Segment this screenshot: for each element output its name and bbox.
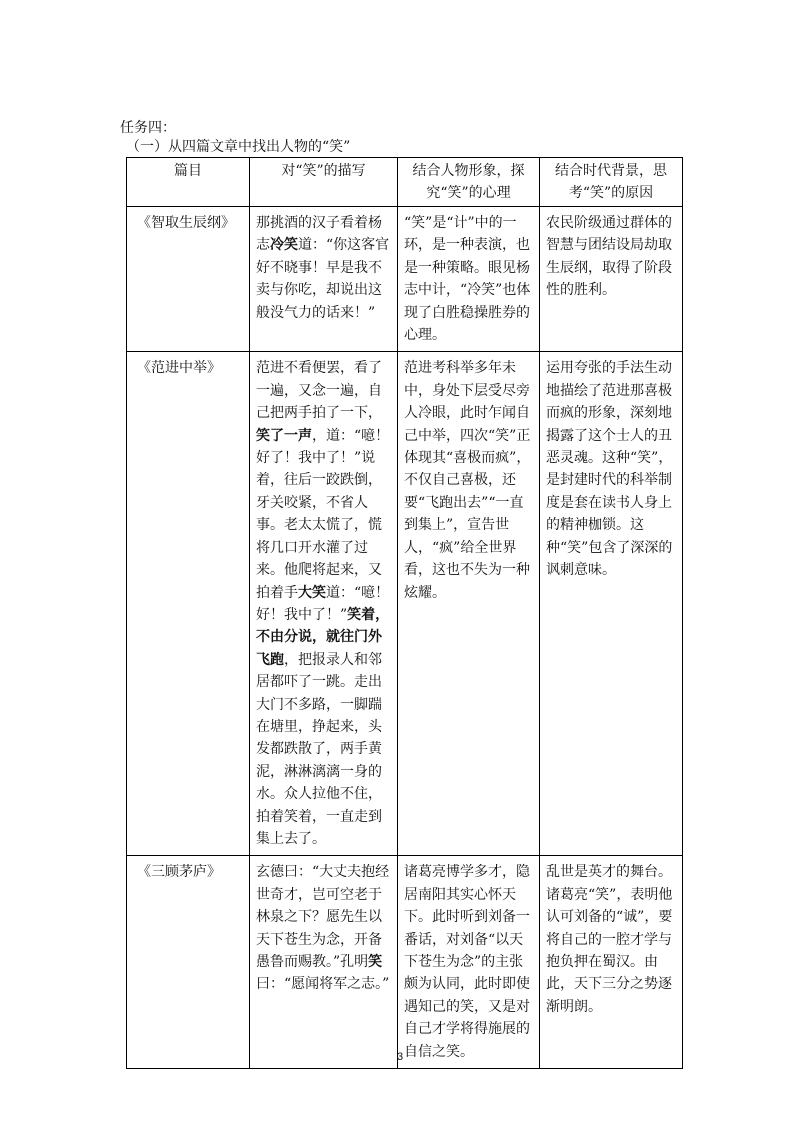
row-description: 那挑酒的汉子看着杨志冷笑道：“你这客官好不晓事！早是我不卖与你吃，却说出这般没气力的话来！” — [250, 207, 398, 352]
row-title: 《智取生辰纲》 — [127, 207, 250, 352]
task-title: 任务四： — [120, 120, 176, 136]
row-reason: 运用夸张的手法生动地描绘了范进那喜极而疯的形象，深刻地揭露了这个士人的丑恶灵魂。这种“笑”，是封建时代的科举制度是套在读书人身上的精神枷锁。这种“笑”包含了深深的讽刺意味。 — [540, 352, 683, 856]
section-subtitle: （一）从四篇文章中找出人物的“笑” — [126, 139, 351, 155]
row-psychology: 诸葛亮博学多才，隐居南阳其实心怀天下。此时听到刘备一番话，对刘备“以天下苍生为念”的主张颇为认同，此时即使遇知己的笑，又是对自己才学将得施展的自信之笑。 — [398, 856, 540, 1069]
header-reason: 结合时代背景，思考“笑”的原因 — [540, 158, 683, 207]
table-row — [127, 352, 683, 856]
header-title: 篇目 — [127, 158, 250, 207]
laugh-analysis-table — [126, 157, 683, 1069]
page-number: 3 — [396, 1051, 404, 1063]
table-header-row — [127, 158, 683, 207]
row-reason: 农民阶级通过群体的智慧与团结设局劫取生辰纲，取得了阶段性的胜利。 — [540, 207, 683, 352]
table-row — [127, 207, 683, 352]
row-title: 《三顾茅庐》 — [127, 856, 250, 1069]
row-psychology: 范进考科举多年未中，身处下层受尽旁人冷眼，此时乍闻自己中举，四次“笑”正体现其“喜极而疯”，不仅自己喜极，还要“飞跑出去”“一直到集上”，宣告世人，“疯”给全世界看，这也不失为一种炫耀。 — [398, 352, 540, 856]
table-row — [127, 856, 683, 1069]
row-psychology: “笑”是“计”中的一环，是一种表演，也是一种策略。眼见杨志中计，“冷笑”也体现了白胜稳操胜券的心理。 — [398, 207, 540, 352]
row-description: 范进不看便罢，看了一遍，又念一遍，自己把两手拍了一下，笑了一声，道：“噫！好了！我中了！”说着，往后一跤跌倒，牙关咬紧，不省人事。老太太慌了，慌将几口开水灌了过来。他爬将起来，又拍着手大笑道：“噫！好！我中了！”笑着，不由分说，就往门外飞跑，把报录人和邻居都吓了一跳。走出大门不多路，一脚踹在塘里，挣起来，头发都跌散了，两手黄泥，淋淋漓漓一身的水。众人拉他不住，拍着笑着，一直走到集上去了。 — [250, 352, 398, 856]
row-reason: 乱世是英才的舞台。诸葛亮“笑”，表明他认可刘备的“诚”，要将自己的一腔才学与抱负押在蜀汉。由此，天下三分之势逐渐明朗。 — [540, 856, 683, 1069]
row-description: 玄德曰：“大丈夫抱经世奇才，岂可空老于林泉之下？愿先生以天下苍生为念，开备愚鲁而赐教。”孔明笑曰：“愿闻将军之志。” — [250, 856, 398, 1069]
header-psychology: 结合人物形象，探究“笑”的心理 — [398, 158, 540, 207]
row-title: 《范进中举》 — [127, 352, 250, 856]
header-description: 对“笑”的描写 — [250, 158, 398, 207]
